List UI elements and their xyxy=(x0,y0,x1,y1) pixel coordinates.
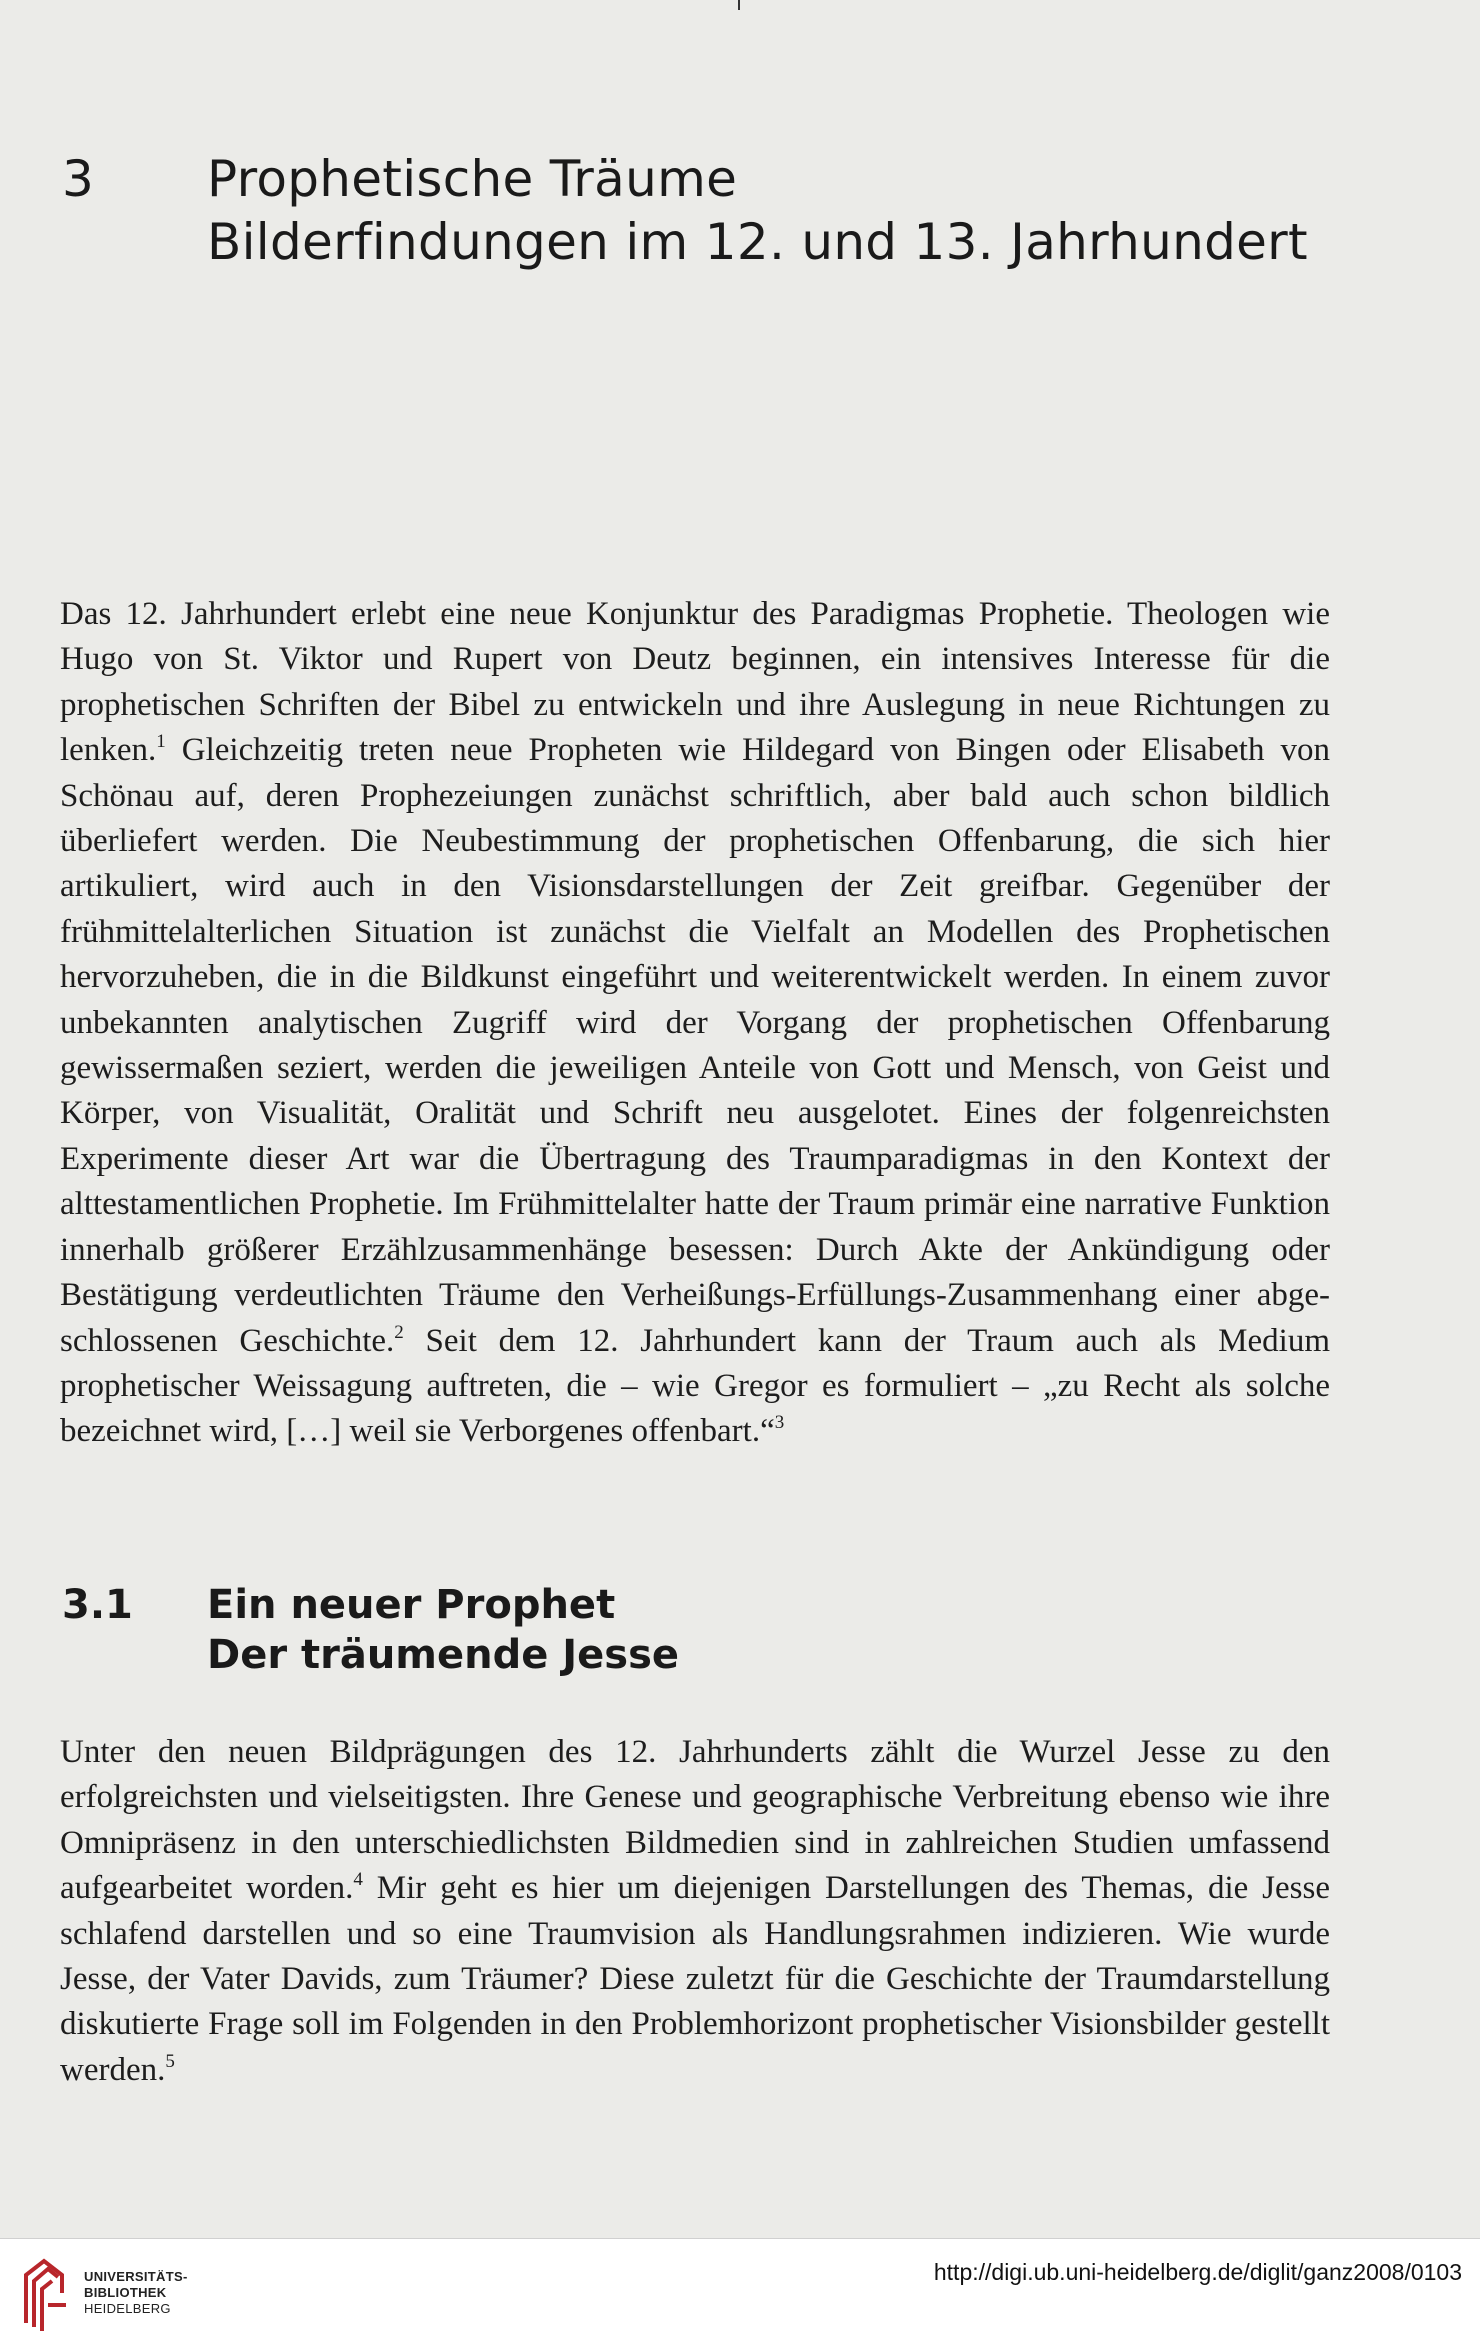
section-title: Ein neuer Prophet xyxy=(207,1582,616,1628)
permalink-url[interactable]: http://digi.ub.uni-heidelberg.de/diglit/ganz2008/0103 xyxy=(933,2259,1462,2285)
body-paragraph-1 xyxy=(60,592,1330,1455)
section-subtitle: Der träumende Jesse xyxy=(207,1632,680,1678)
footnote-ref: 3 xyxy=(774,1412,785,1434)
scan-mark xyxy=(738,0,740,10)
chapter-number: 3 xyxy=(62,150,95,208)
body-paragraph-2 xyxy=(60,1730,1330,2093)
paragraph-text: Mir geht es hier um diejenigen Darstellungen des Themas, die Jesse schlafend darstellen und so eine Traumvision als Handlungsrahmen indizieren. Wie wurde Jesse, der Vater Davids, zum Träumer? Diese zuletzt für die Geschichte der Traumdarstellung diskutierte Frage soll im Folgenden in den Problemhorizont prophetischer Visionsbilder gestellt werden. xyxy=(60,1870,1331,2088)
chapter-subtitle: Bilderfindungen im 12. und 13. Jahrhundert xyxy=(207,213,1308,271)
paragraph-text: Seit dem 12. Jahrhundert kann der Traum auch als Medium prophetischer Weissagung auftreten, die – wie Gregor es formuliert – „zu Recht als solche bezeichnet wird, […] weil sie Verborgenes offenbart.“ xyxy=(60,1322,1330,1450)
library-name-line: HEIDELBERG xyxy=(84,2301,171,2316)
paragraph-text: Unter den neuen Bildprägungen des 12. Jahrhunderts zählt die Wurzel Jesse zu den erfolgreichsten und vielseitigsten. Ihre Genese und geographische Verbreitung ebenso wie ihre Omnipräsenz in den unterschiedlichsten Bildmedien sind in zahlreichen Studien umfassend aufgearbeitet worden. xyxy=(60,1734,1330,1907)
footnote-ref: 1 xyxy=(156,731,166,753)
library-logo-icon xyxy=(18,2253,74,2333)
footnote-ref: 4 xyxy=(353,1869,363,1891)
library-name xyxy=(84,2269,188,2317)
library-name-line: UNIVERSITÄTS- xyxy=(84,2269,188,2284)
footnote-ref: 2 xyxy=(394,1321,404,1343)
paragraph-text: Gleichzeitig treten neue Propheten wie Hildegard von Bingen oder Elisabeth von Schönau auf, deren Prophezeiungen zunächst schriftlich, aber bald auch schon bildlich überliefert werden. Die Neubestimmung der prophetischen Offenbarung, die sich hier artikuliert, wird auch in den Visionsdarstellungen der Zeit greifbar. Gegenüber der frühmittelalterlichen Situation ist zunächst die Vielfalt an Modellen des Prophetischen hervorzuheben, die in die Bildkunst eingeführt und weiterentwickelt werden. In einem zuvor unbekannten analytischen Zugriff wird der Vorgang der prophetischen Offenbarung gewissermaßen seziert, werden die jeweiligen Anteile von Gott und Mensch, von Geist und Körper, von Visualität, Oralität und Schrift neu ausgelotet. Eines der folgenreichsten Experimente dieser Art war die Übertragung des Traumparadigmas in den Kontext der alttestamentlichen Prophetie. Im Frühmittelalter hatte der Traum primär eine narrative Funktion innerhalb größerer Erzählzusammenhänge besessen: Durch Akte der Ankündigung oder Bestätigung verdeutlichten Träume den Verheißungs-Erfüllungs-Zusammenhang einer abgeschlossenen Geschichte. xyxy=(60,732,1330,1359)
section-number: 3.1 xyxy=(62,1582,133,1628)
footnote-ref: 5 xyxy=(165,2050,175,2072)
chapter-title: Prophetische Träume xyxy=(207,150,738,208)
library-name-line: BIBLIOTHEK xyxy=(84,2285,167,2300)
viewer-footer xyxy=(0,2238,1480,2345)
paragraph-text: Das 12. Jahrhundert erlebt eine neue Konjunktur des Paradigmas Prophetie. Theologen wie Hugo von St. Viktor und Rupert von Deutz beginnen, ein intensives Interesse für die prophetischen Schriften der Bibel zu entwickeln und ihre Auslegung in neue Richtungen zu lenken. xyxy=(60,596,1330,769)
